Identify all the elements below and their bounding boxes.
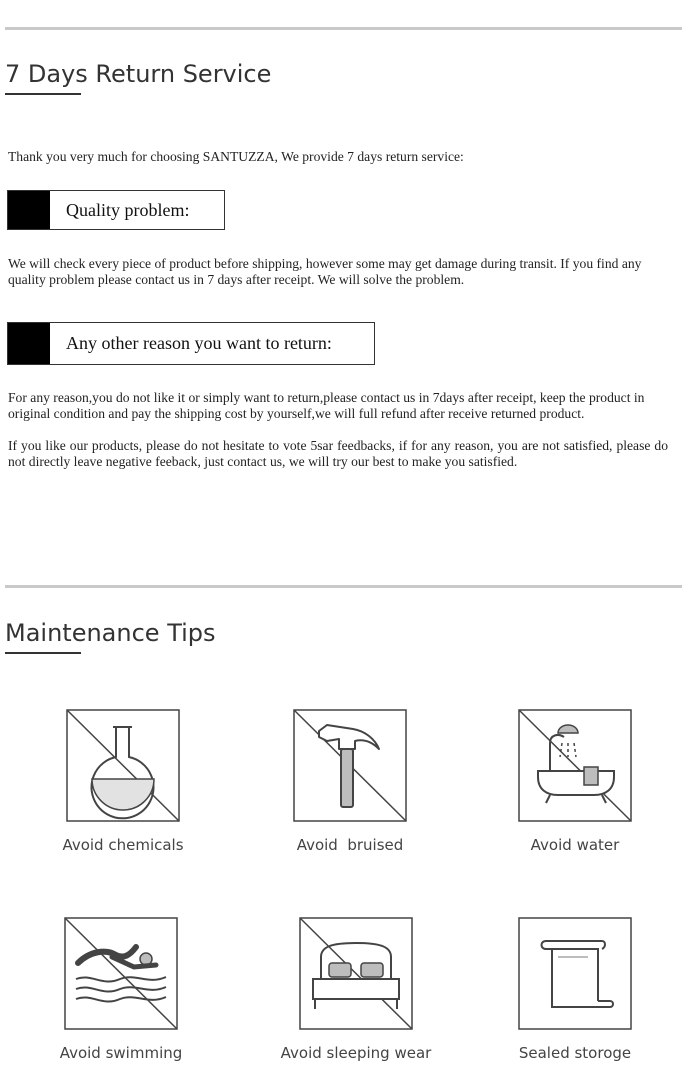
other-reason-label-box <box>7 322 375 365</box>
swimmer-icon <box>64 917 178 1030</box>
tip-avoid-water <box>475 709 675 854</box>
quality-problem-label-box <box>7 190 225 230</box>
label-black-block <box>8 323 50 364</box>
quality-problem-label: Quality problem: <box>66 199 190 220</box>
other-reason-label: Any other reason you want to return: <box>66 333 332 353</box>
tip-sealed-storage <box>475 917 675 1062</box>
return-intro-text: Thank you very much for choosing SANTUZZA, We provide 7 days return service: <box>8 149 464 164</box>
tip-avoid-swimming <box>21 917 221 1062</box>
maintenance-title-underline <box>5 652 81 654</box>
maintenance-title: Maintenance Tips <box>5 619 216 647</box>
hammer-icon <box>293 709 407 822</box>
tip-label: Avoid swimming <box>59 1044 183 1062</box>
tip-avoid-sleeping-wear <box>256 917 456 1062</box>
tip-label: Sealed storoge <box>518 1044 632 1062</box>
bed-icon <box>299 917 413 1030</box>
tip-avoid-bruised <box>250 709 450 854</box>
tip-avoid-chemicals <box>23 709 223 854</box>
feedback-text: If you like our products, please do not hesitate to vote 5sar feedbacks, if for any reason, you are not satisfied, please do not directly leave negative feeback, just contact us, we will try our best to make you satisfied. <box>8 438 668 469</box>
label-black-block <box>8 191 50 229</box>
top-divider <box>5 27 682 30</box>
maintenance-divider <box>5 585 682 588</box>
tip-label: Avoid bruised <box>296 836 404 854</box>
other-reason-text: For any reason,you do not like it or simply want to return,please contact us in 7days after receipt, keep the product in original condition and pay the shipping cost by yourself,we will full refund after receive returned product. <box>8 390 645 421</box>
flask-icon <box>66 709 180 822</box>
quality-problem-text: We will check every piece of product before shipping, however some may get damage during transit. If you find any quality problem please contact us in 7 days after receipt. We will solve the problem. <box>8 256 642 287</box>
tip-label: Avoid sleeping wear <box>280 1044 432 1062</box>
bathtub-shower-icon <box>518 709 632 822</box>
scroll-icon <box>518 917 632 1030</box>
return-service-title: 7 Days Return Service <box>5 60 272 88</box>
tip-label: Avoid chemicals <box>62 836 184 854</box>
tip-label: Avoid water <box>530 836 620 854</box>
return-title-underline <box>5 93 81 95</box>
